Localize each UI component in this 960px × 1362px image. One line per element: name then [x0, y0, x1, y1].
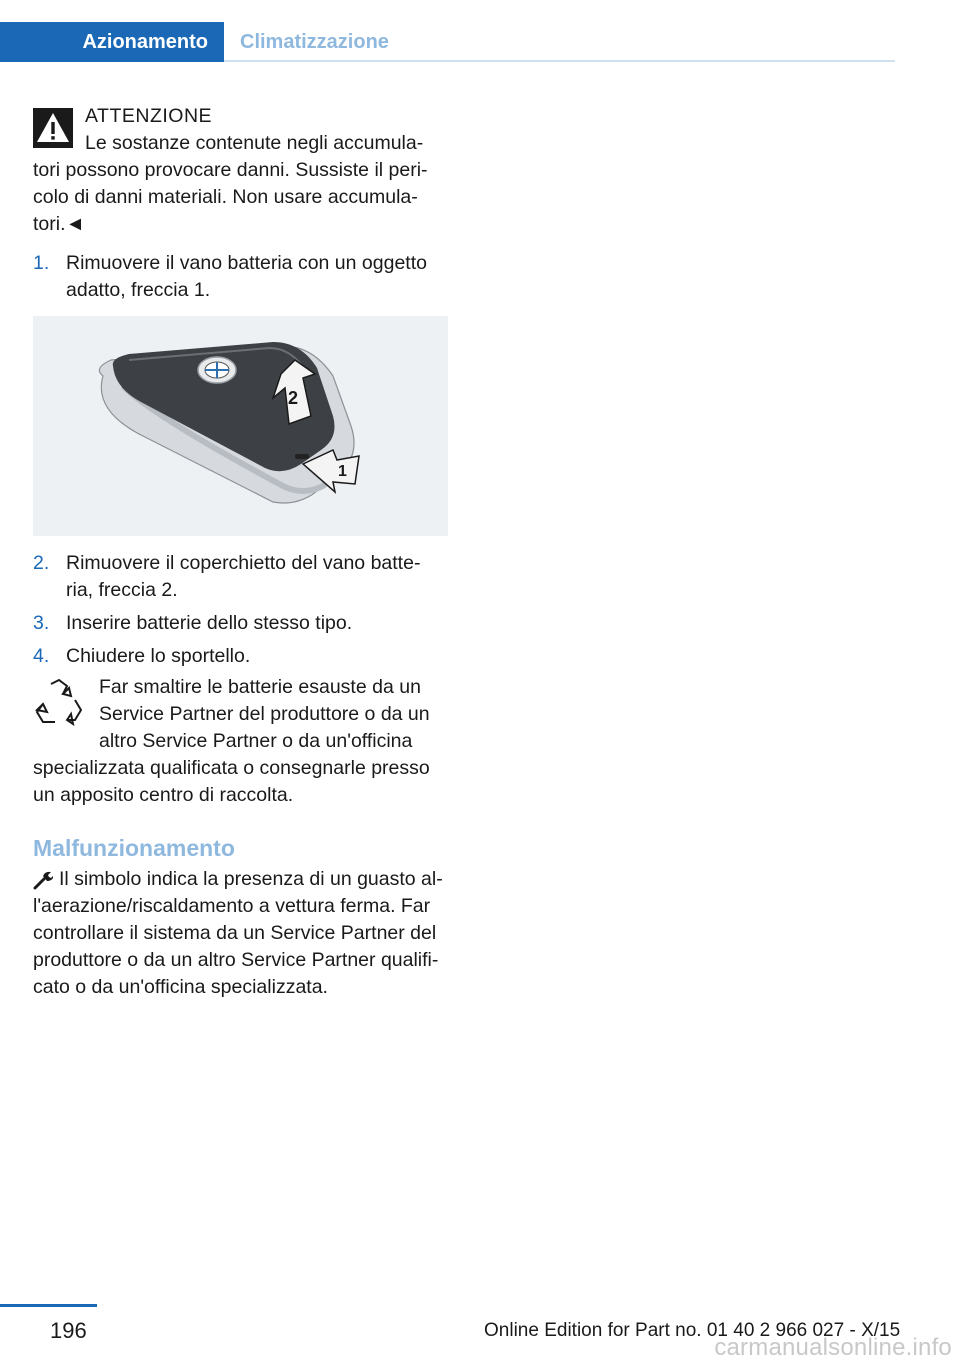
tab-climatizzazione: Climatizzazione	[240, 31, 389, 53]
recycle-text-lead: Far smaltire le batterie esauste da un Service Partner del produttore o da un altro Service Partner o da un'officina	[99, 676, 430, 752]
list-item	[33, 250, 449, 304]
section-text: Il simbolo indica la presenza di un guasto al- l'aerazione/riscaldamento a vettura ferma. Far controllare il sistema da un Service Partner del produttore o da un altro Service Partner qualifi- cato o da un'officina specializzata.	[33, 868, 443, 998]
section-title: Malfunzionamento	[33, 835, 235, 861]
wrench-icon	[33, 870, 53, 890]
page-number: 196	[50, 1318, 87, 1343]
key-fob-illustration	[33, 316, 448, 536]
steps-list-a	[33, 250, 449, 310]
recycle-block	[33, 674, 449, 809]
arrow-2-label: 2	[288, 388, 299, 408]
steps-list-b	[33, 550, 449, 676]
warning-text: tori possono provocare danni. Sussiste il peri- colo di danni materiali. Non usare accumula- tori.◄	[33, 159, 428, 235]
page-header	[0, 22, 895, 62]
key-fob-figure	[33, 316, 448, 536]
warning-text-lead: Le sostanze contenute negli accumula-	[85, 132, 424, 154]
tab-azionamento: Azionamento	[0, 22, 224, 62]
list-item	[33, 610, 449, 637]
recycle-text: specializzata qualificata o consegnarle presso un apposito centro di raccolta.	[33, 757, 430, 806]
list-item	[33, 643, 449, 670]
footer-rule	[0, 1304, 97, 1307]
edition-text: Online Edition for Part no. 01 40 2 966 027 - X/15	[484, 1320, 901, 1341]
watermark: carmanualsonline.info	[714, 1334, 952, 1361]
step-number: 3.	[33, 612, 50, 634]
section-body	[33, 866, 449, 1001]
warning-title: ATTENZIONE	[85, 105, 213, 127]
step-number: 1.	[33, 252, 50, 274]
list-item	[33, 550, 449, 604]
step-text: Inserire batterie dello stesso tipo.	[66, 612, 353, 634]
step-text: Chiudere lo sportello.	[66, 645, 251, 667]
arrow-1-label: 1	[338, 463, 347, 480]
step-text: Rimuovere il coperchietto del vano batte- ria, freccia 2.	[66, 552, 421, 601]
step-number: 2.	[33, 552, 50, 574]
warning-block	[33, 103, 449, 238]
step-number: 4.	[33, 645, 50, 667]
step-text: Rimuovere il vano batteria con un oggetto adatto, freccia 1.	[66, 252, 427, 301]
